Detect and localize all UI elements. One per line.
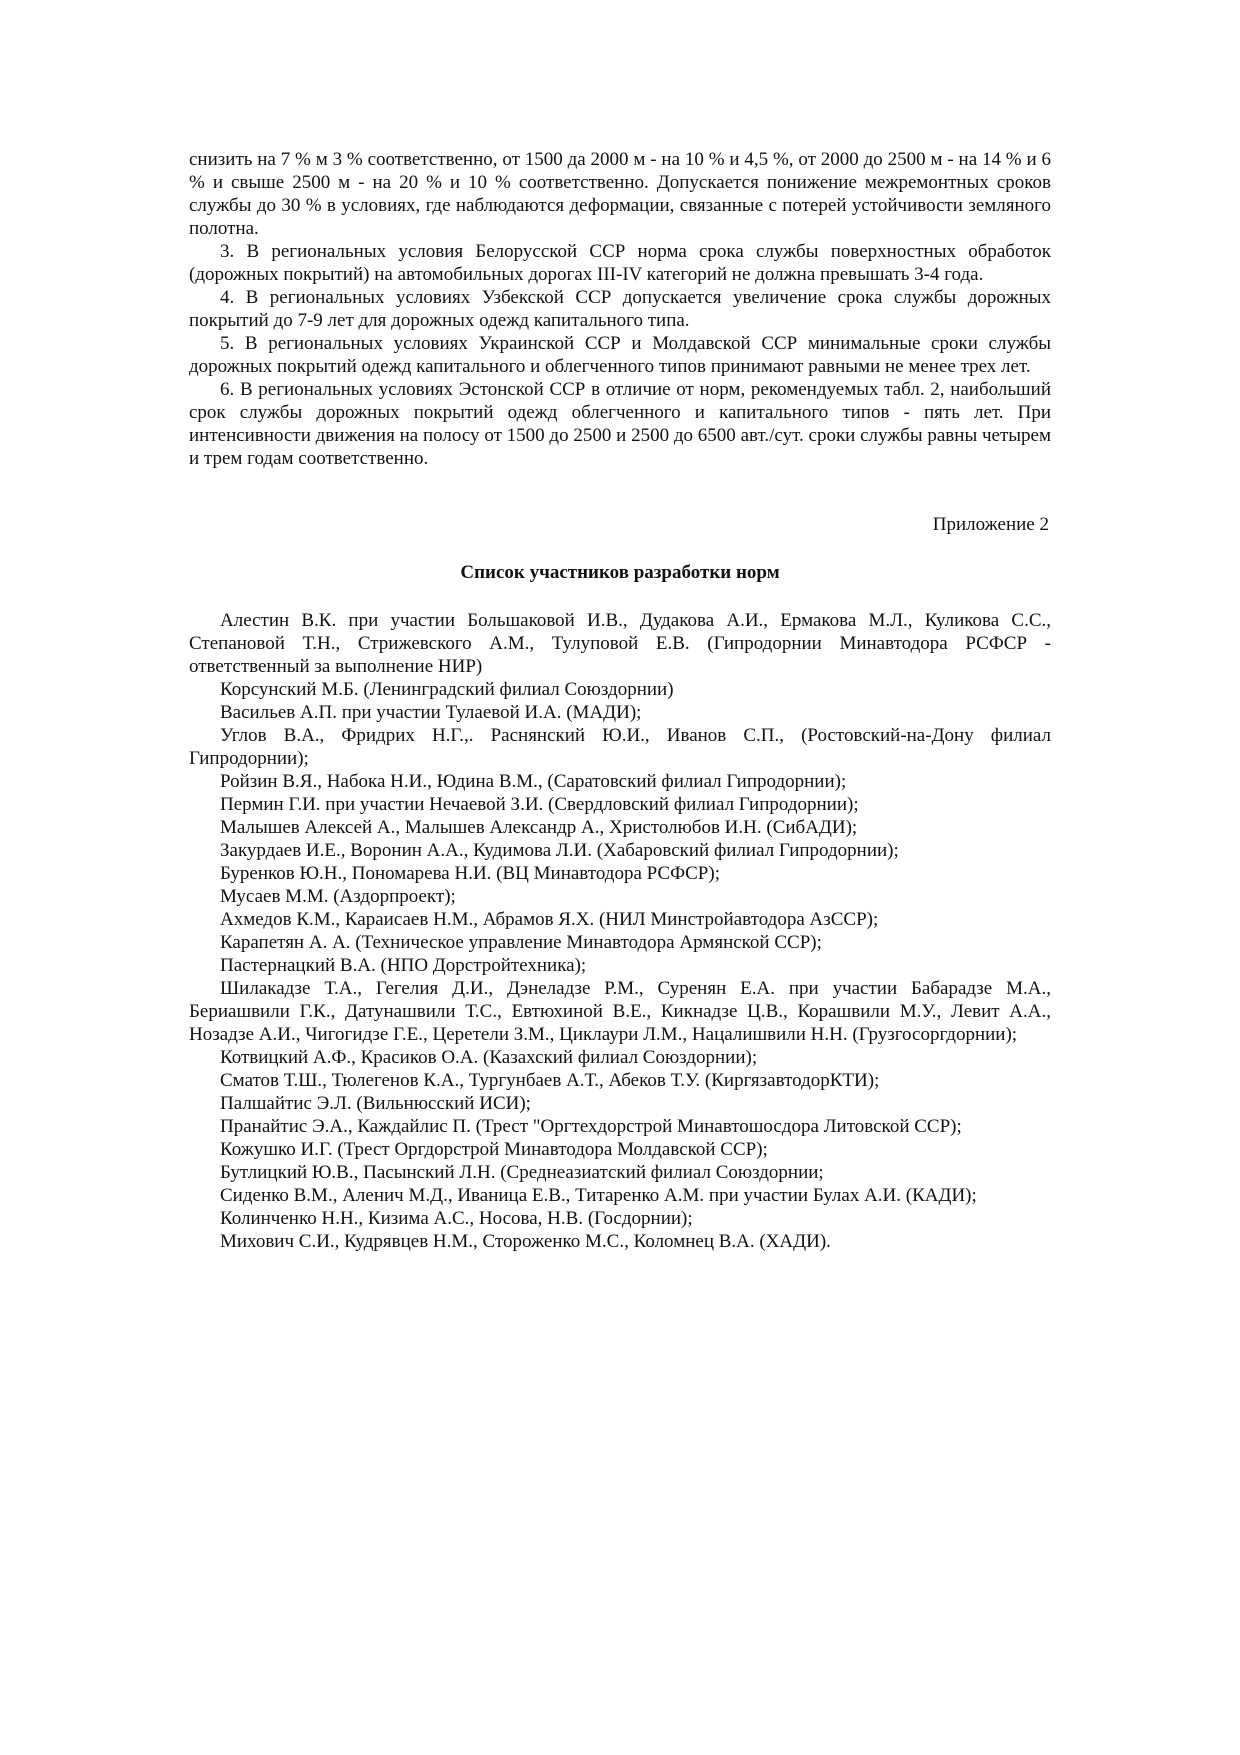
participant-entry: Малышев Алексей А., Малышев Александр А., Христолюбов И.Н. (СибАДИ); (220, 817, 858, 838)
norm-item-6: 6. В региональных условиях Эстонской ССР в отличие от норм, рекомендуемых табл. 2, наибольший срок службы дорожных покрытий одежд облегченного и капитального типов - пять лет. При интенсивности движения на полосу от 1500 до 2500 и 2500 до 6500 авт./сут. сроки службы равны четырем и трем годам соответственно. (189, 379, 1051, 469)
participant-entry: Васильев А.П. при участии Тулаевой И.А. (МАДИ); (220, 702, 642, 723)
participant-entry: Котвицкий А.Ф., Красиков О.А. (Казахский филиал Союздорнии); (220, 1047, 758, 1068)
participant-entry: Ройзин В.Я., Набока Н.И., Юдина В.М., (Саратовский филиал Гипродорнии); (220, 771, 847, 792)
participant-entry: Михович С.И., Кудрявцев Н.М., Стороженко М.С., Коломнец В.А. (ХАДИ). (220, 1231, 831, 1252)
participant-entry: Бутлицкий Ю.В., Пасынский Л.Н. (Среднеазиатский филиал Союздорнии; (220, 1162, 824, 1183)
participant-entry: Корсунский М.Б. (Ленинградский филиал Союздорнии) (220, 679, 674, 700)
participants-list (189, 609, 1051, 1253)
participant-entry: Ахмедов К.М., Караисаев Н.М., Абрамов Я.Х. (НИЛ Минстройавтодора АзССР); (220, 909, 879, 930)
document-page (189, 148, 1051, 1253)
participant-entry: Палшайтис Э.Л. (Вильнюсский ИСИ); (220, 1093, 531, 1114)
appendix-title: Список участников разработки норм (460, 562, 780, 583)
regional-norms-section (189, 148, 1051, 470)
continuation-paragraph: снизить на 7 % м 3 % соответственно, от 1500 да 2000 м - на 10 % и 4,5 %, от 2000 до 2500 м - на 14 % и 6 % и свыше 2500 м - на 20 % и 10 % соответственно. Допускается понижение межремонтных сроков службы до 30 % в условиях, где наблюдаются деформации, связанные с потерей устойчивости земляного полотна. (189, 149, 1051, 239)
participant-entry: Алестин В.К. при участии Большаковой И.В., Дудакова А.И., Ермакова М.Л., Куликова С.С., Степановой Т.Н., Стрижевского А.М., Тулуповой Е.В. (Гипродорнии Минавтодора РСФСР - ответственный за выполнение НИР) (189, 610, 1051, 677)
participant-entry: Пастернацкий В.А. (НПО Дорстройтехника); (220, 955, 587, 976)
participant-entry: Колинченко Н.Н., Кизима А.С., Носова, Н.В. (Госдорнии); (220, 1208, 693, 1229)
participant-entry: Буренков Ю.Н., Пономарева Н.И. (ВЦ Минавтодора РСФСР); (220, 863, 720, 884)
participant-entry: Сиденко В.М., Аленич М.Д., Иваница Е.В., Титаренко А.М. при участии Булах А.И. (КАДИ); (220, 1185, 977, 1206)
norm-item-4: 4. В региональных условиях Узбекской ССР допускается увеличение срока службы дорожных покрытий до 7-9 лет для дорожных одежд капитального типа. (189, 287, 1051, 331)
norm-item-3: 3. В региональных условия Белорусской ССР норма срока службы поверхностных обработок (дорожных покрытий) на автомобильных дорогах III-IV категорий не должна превышать 3-4 года. (189, 241, 1051, 285)
norm-item-5: 5. В региональных условиях Украинской ССР и Молдавской ССР минимальные сроки службы дорожных покрытий одежд капитального и облегченного типов принимают равными не менее трех лет. (189, 333, 1051, 377)
participant-entry: Сматов Т.Ш., Тюлегенов К.А., Тургунбаев А.Т., Абеков Т.У. (КиргязавтодорКТИ); (220, 1070, 880, 1091)
participant-entry: Закурдаев И.Е., Воронин А.А., Кудимова Л.И. (Хабаровский филиал Гипродорнии); (220, 840, 899, 861)
participant-entry: Карапетян А. А. (Техническое управление Минавтодора Армянской ССР); (220, 932, 822, 953)
appendix-label: Приложение 2 (932, 514, 1049, 535)
participant-entry: Пермин Г.И. при участии Нечаевой З.И. (Свердловский филиал Гипродорнии); (220, 794, 859, 815)
participant-entry: Мусаев М.М. (Аздорпроект); (220, 886, 456, 907)
participant-entry: Пранайтис Э.А., Каждайлис П. (Трест "Оргтехдорстрой Минавтошосдора Литовской ССР); (220, 1116, 962, 1137)
participant-entry: Шилакадзе Т.А., Гегелия Д.И., Дэнеладзе Р.М., Суренян Е.А. при участии Бабарадзе М.А., Бериашвили Г.К., Датунашвили Т.С., Евтюхиной В.Е., Кикнадзе Ц.В., Корашвили М.У., Левит А.А., Нозадзе А.И., Чигогидзе Г.Е., Церетели З.М., Циклаури Л.М., Нацалишвили Н.Н. (Грузгосоргдорнии); (189, 978, 1051, 1045)
participant-entry: Кожушко И.Г. (Трест Оргдорстрой Минавтодора Молдавской ССР); (220, 1139, 768, 1160)
participant-entry: Углов В.А., Фридрих Н.Г.,. Раснянский Ю.И., Иванов С.П., (Ростовский-на-Дону филиал Гипродорнии); (189, 725, 1051, 769)
